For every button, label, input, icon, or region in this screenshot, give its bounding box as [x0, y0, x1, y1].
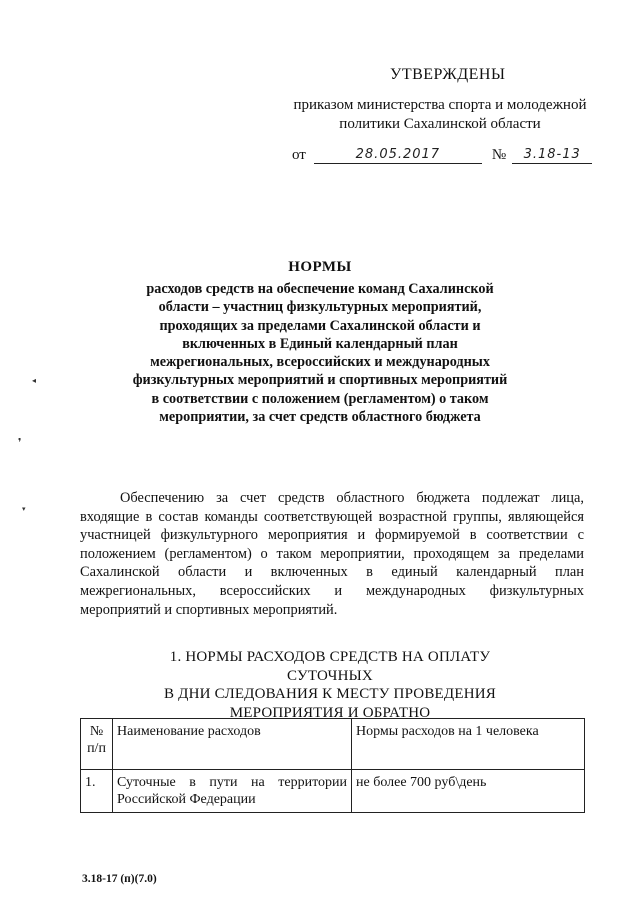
- document-title: НОРМЫ: [288, 259, 352, 275]
- approval-heading: УТВЕРЖДЕНЫ: [390, 66, 506, 83]
- handwritten-date: 28.05.2017: [355, 147, 441, 162]
- section-heading-line: МЕРОПРИЯТИЯ И ОБРАТНО: [229, 704, 431, 721]
- section-heading-line: В ДНИ СЛЕДОВАНИЯ К МЕСТУ ПРОВЕДЕНИЯ: [164, 686, 496, 702]
- table-header-row: [81, 719, 585, 770]
- approval-order-line: приказом министерства спорта и молодежной: [293, 97, 587, 113]
- section-heading-line: 1. НОРМЫ РАСХОДОВ СРЕДСТВ НА ОПЛАТУ СУТОЧНЫХ: [169, 649, 491, 684]
- section-heading: [130, 648, 530, 722]
- table-header-cell: Наименование расходов: [113, 719, 352, 770]
- scan-mark: ▾: [22, 505, 26, 513]
- table-cell: 1.: [81, 770, 113, 813]
- date-field: [314, 146, 482, 164]
- scan-mark: ❜: [18, 436, 22, 449]
- number-field: [512, 146, 592, 164]
- table-row: [81, 770, 585, 813]
- table-cell: не более 700 руб\день: [352, 770, 585, 813]
- table-header-cell: Нормы расходов на 1 человека: [352, 719, 585, 770]
- from-label: от: [292, 147, 306, 163]
- handwritten-number: 3.18-13: [523, 147, 581, 162]
- table-header-cell: № п/п: [81, 719, 113, 770]
- approval-order-line: политики Сахалинской области: [339, 116, 541, 132]
- table-cell: Суточные в пути на территории Российской Федерации: [113, 770, 352, 813]
- document-subtitle: расходов средств на обеспечение команд Сахалинской области – участниц физкультурных мероприятий, проходящих за пределами Сахалинской области и включенных в Единый календарный план межрегиональных, всероссийских и международных физкультурных мероприятий и спортивных мероприятий в соответствии с положением (регламентом) о таком мероприятии, за счет средств областного бюджета: [132, 281, 508, 426]
- scan-mark: ◂: [32, 376, 37, 385]
- body-paragraph: Обеспечению за счет средств областного бюджета подлежат лица, входящие в состав команды соответствующей возрастной группы, являющейся участницей физкультурного мероприятия и формируемой в соответствии с положением (регламентом) о таком мероприятии, проходящем за пределами Сахалинской области и включенных в единый календарный план межрегиональных, всероссийских и международных физкультурных мероприятий и спортивных мероприятий.: [80, 490, 584, 618]
- document-code: 3.18-17 (п)(7.0): [82, 873, 157, 885]
- norms-table: [80, 718, 585, 813]
- approval-date-number-row: [292, 146, 592, 164]
- number-label: №: [491, 147, 507, 163]
